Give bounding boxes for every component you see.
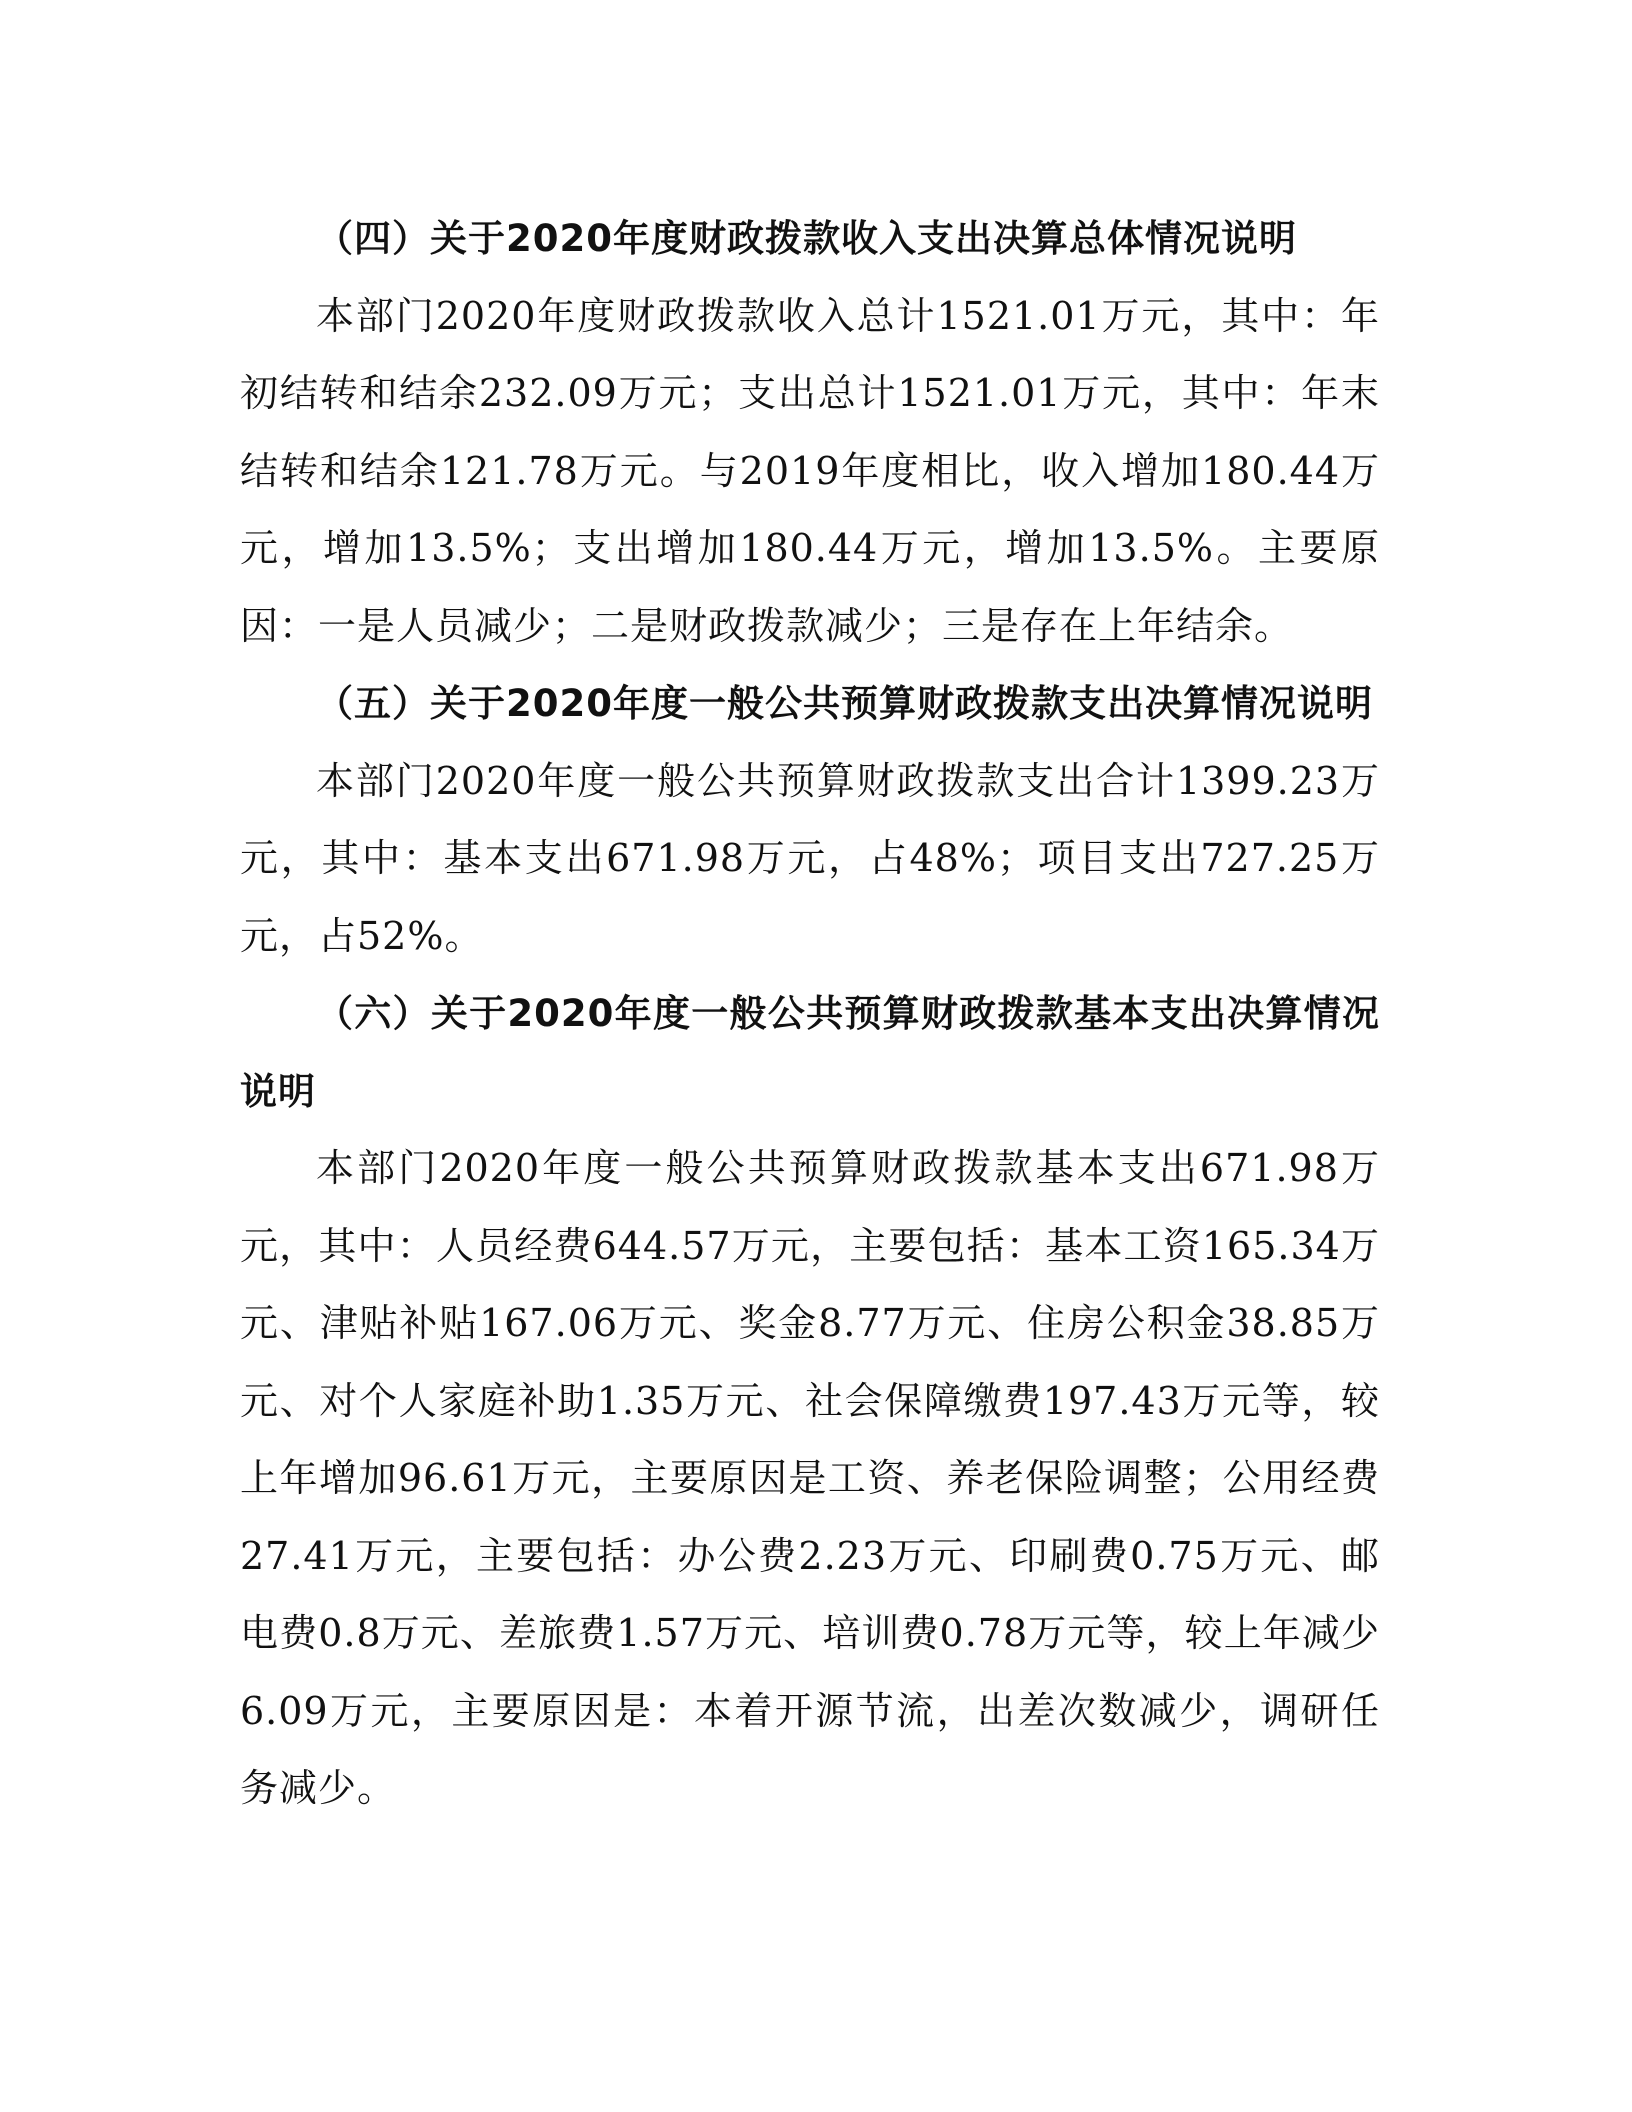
section-body-4: 本部门2020年度财政拨款收入总计1521.01万元，其中：年初结转和结余232.09万元；支出总计1521.01万元，其中：年末结转和结余121.78万元。与2019年度相比，收入增加180.44万元，增加13.5%；支出增加180.44万元，增加13.5%。主要原因：一是人员减少；二是财政拨款减少；三是存在上年结余。 bbox=[240, 293, 1380, 648]
section-body-6: 本部门2020年度一般公共预算财政拨款基本支出671.98万元，其中：人员经费644.57万元，主要包括：基本工资165.34万元、津贴补贴167.06万元、奖金8.77万元、住房公积金38.85万元、对个人家庭补助1.35万元、社会保障缴费197.43万元等，较上年增加96.61万元，主要原因是工资、养老保险调整；公用经费27.41万元，主要包括：办公费2.23万元、印刷费0.75万元、邮电费0.8万元、差旅费1.57万元、培训费0.78万元等，较上年减少6.09万元，主要原因是：本着开源节流，出差次数减少，调研任务减少。 bbox=[240, 1146, 1380, 1810]
section-heading-5: （五）关于2020年度一般公共预算财政拨款支出决算情况说明 bbox=[316, 682, 1373, 725]
section-heading-4: （四）关于2020年度财政拨款收入支出决算总体情况说明 bbox=[316, 217, 1297, 260]
section-heading-6: （六）关于2020年度一般公共预算财政拨款基本支出决算情况说明 bbox=[240, 992, 1380, 1113]
section-body-5: 本部门2020年度一般公共预算财政拨款支出合计1399.23万元，其中：基本支出671.98万元，占48%；项目支出727.25万元，占52%。 bbox=[240, 758, 1380, 958]
document-page bbox=[240, 200, 1380, 1828]
